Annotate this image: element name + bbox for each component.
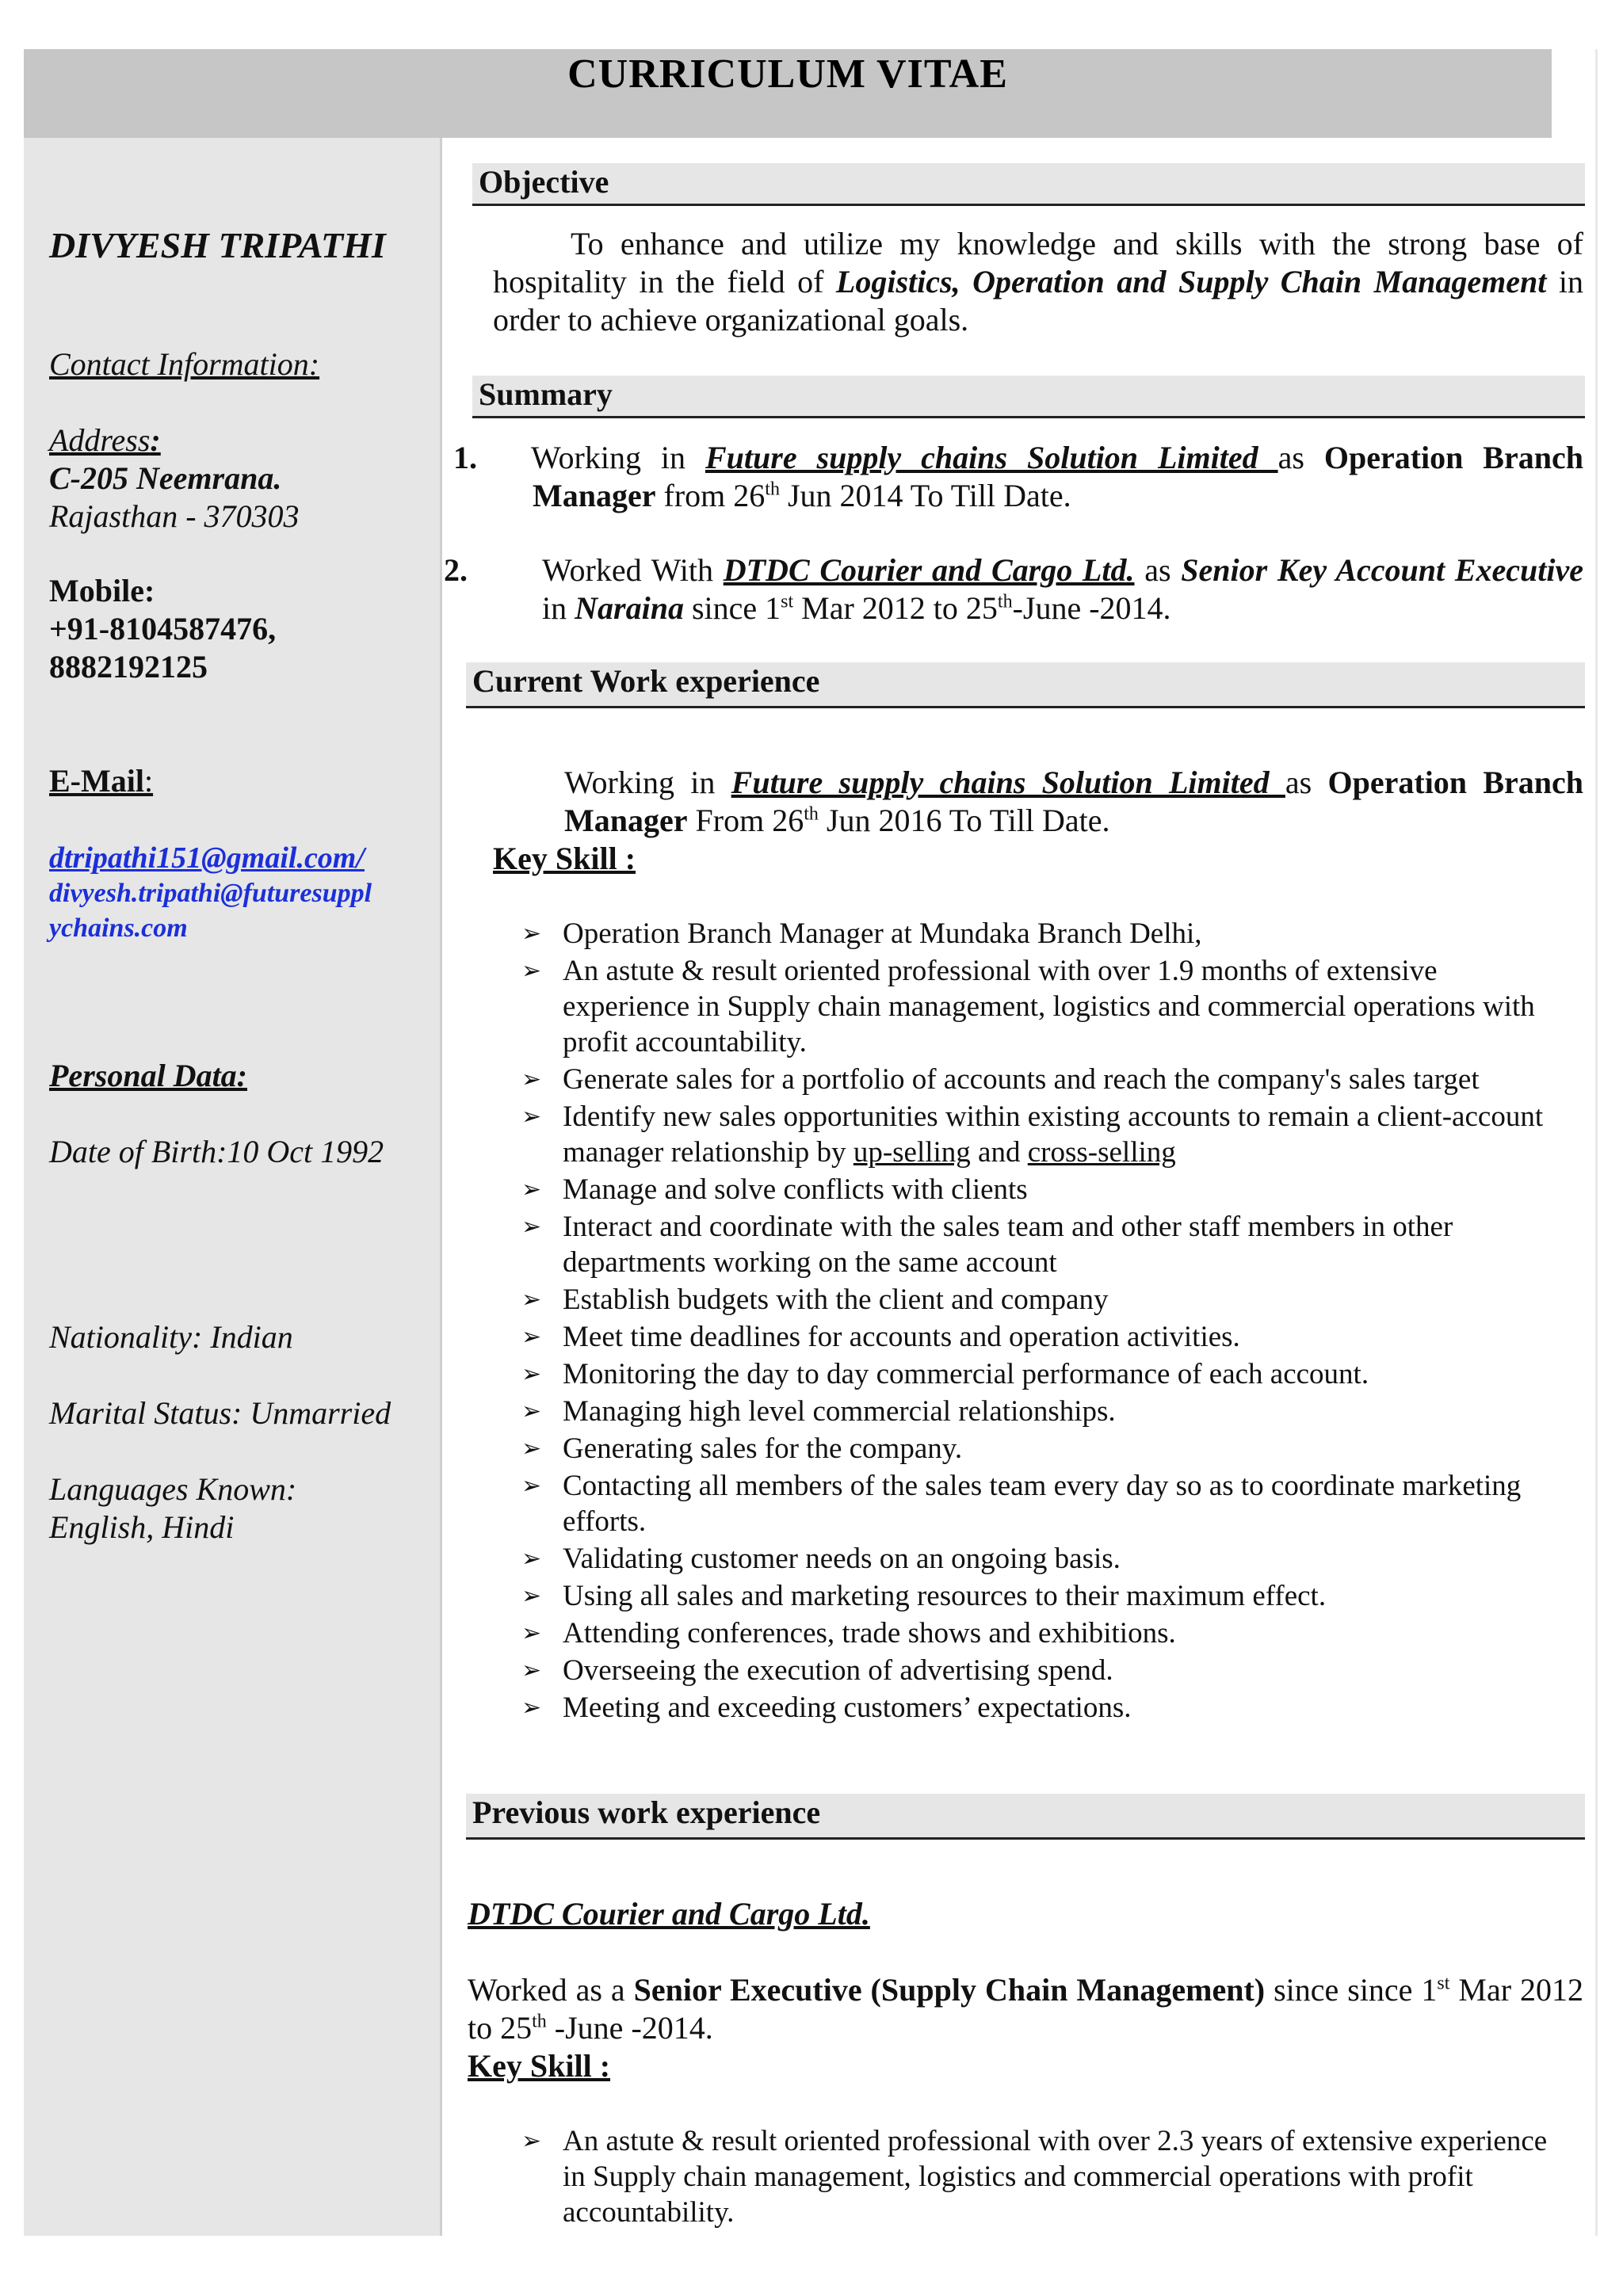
arrow-bullet-icon: ➢ xyxy=(521,1472,542,1500)
email-link-2[interactable]: divyesh.tripathi@futuresuppl xyxy=(49,879,372,908)
summary-item-2-e: Mar 2012 to 25 xyxy=(793,590,998,626)
previous-skills-list xyxy=(493,2123,1571,2232)
previous-work-c: Mar 2012 to 25 xyxy=(468,1972,1583,2046)
list-item xyxy=(493,1615,1571,1651)
summary-item-1-d: Jun 2014 To Till Date. xyxy=(779,478,1071,513)
summary-item-2-b: as xyxy=(1134,552,1182,588)
skill-text: Generating sales for the company. xyxy=(563,1432,963,1465)
title-bar xyxy=(24,49,1552,138)
skill-text: Interact and coordinate with the sales team and other staff members in other departments working on the same account xyxy=(563,1211,1453,1279)
current-work-d: Jun 2016 To Till Date. xyxy=(818,803,1110,838)
summary-item-2-sup2: th xyxy=(997,591,1013,612)
arrow-bullet-icon: ➢ xyxy=(521,1323,542,1351)
objective-text xyxy=(493,225,1583,339)
objective-text-c: in order to achieve organizational goals. xyxy=(493,264,1583,338)
address-label xyxy=(49,421,161,460)
list-item xyxy=(493,1062,1571,1097)
arrow-bullet-icon: ➢ xyxy=(521,1066,542,1093)
upselling-link[interactable]: up-selling xyxy=(853,1136,971,1169)
arrow-bullet-icon: ➢ xyxy=(521,957,542,985)
previous-work-heading: Previous work experience xyxy=(466,1794,1585,1840)
previous-work-d: -June -2014. xyxy=(546,2010,713,2046)
list-item xyxy=(493,1172,1571,1207)
previous-key-skill-heading: Key Skill : xyxy=(468,2048,611,2084)
arrow-bullet-icon: ➢ xyxy=(521,1694,542,1722)
skill-text: Meet time deadlines for accounts and operation activities. xyxy=(563,1321,1240,1353)
current-work-sup: th xyxy=(804,803,819,825)
arrow-bullet-icon: ➢ xyxy=(521,920,542,948)
summary-item-2-f: -June -2014. xyxy=(1012,590,1171,626)
email-1-text[interactable]: dtripathi151@gmail.com/ xyxy=(49,841,365,875)
previous-work-b: since since 1 xyxy=(1265,1972,1438,2008)
list-item xyxy=(493,1319,1571,1355)
skill-text: Manage and solve conflicts with clients xyxy=(563,1173,1028,1206)
address-line2: Rajasthan - 370303 xyxy=(49,498,300,534)
arrow-bullet-icon: ➢ xyxy=(521,1176,542,1203)
current-work-b: as xyxy=(1285,765,1328,800)
email-link-1[interactable] xyxy=(49,838,365,877)
mobile-label: Mobile: xyxy=(49,573,155,608)
email-label xyxy=(49,762,153,800)
address-colon: : xyxy=(150,422,161,458)
summary-item-1-a: Working in xyxy=(531,440,705,475)
candidate-name: DIVYESH TRIPATHI xyxy=(49,225,386,265)
address-label-text: Address xyxy=(49,422,151,458)
current-skills-list xyxy=(493,916,1571,1727)
list-item xyxy=(493,1394,1571,1429)
current-key-skill-heading: Key Skill : xyxy=(493,841,636,876)
summary-item-2-role: Senior Key Account Executive xyxy=(1181,552,1584,588)
mobile-line1: +91-8104587476, xyxy=(49,611,277,646)
skill-text: Identify new sales opportunities within existing accounts to remain a client-account manager relationship by xyxy=(563,1100,1544,1169)
skill-text-and: and xyxy=(970,1136,1028,1169)
list-item xyxy=(493,1099,1571,1170)
objective-text-a: To enhance and utilize my knowledge and skills with the strong base of hospitality in the field of xyxy=(493,226,1583,299)
arrow-bullet-icon: ➢ xyxy=(521,1435,542,1463)
skill-text: Operation Branch Manager at Mundaka Branch Delhi, xyxy=(563,917,1202,950)
previous-work-sup2: th xyxy=(532,2011,547,2032)
summary-item-1 xyxy=(453,439,1583,515)
languages-label: Languages Known: xyxy=(49,1471,297,1507)
skill-text: Managing high level commercial relationships. xyxy=(563,1395,1116,1428)
list-item xyxy=(493,1282,1571,1318)
list-item xyxy=(493,953,1571,1060)
objective-heading: Objective xyxy=(472,163,1585,206)
list-item xyxy=(493,1209,1571,1280)
skill-text: Generate sales for a portfolio of accounts and reach the company's sales target xyxy=(563,1063,1480,1096)
objective-focus: Logistics, Operation and Supply Chain Management xyxy=(835,264,1547,299)
skill-text: Establish budgets with the client and company xyxy=(563,1283,1109,1316)
arrow-bullet-icon: ➢ xyxy=(521,2127,542,2155)
current-work-company: Future supply chains Solution Limited xyxy=(731,765,1285,800)
summary-item-2-a: Worked With xyxy=(542,552,724,588)
right-border xyxy=(1595,49,1598,2236)
arrow-bullet-icon: ➢ xyxy=(521,1286,542,1314)
summary-item-1-b: as xyxy=(1277,440,1324,475)
current-work-role: Operation Branch Manager xyxy=(564,765,1583,838)
arrow-bullet-icon: ➢ xyxy=(521,1213,542,1241)
email-colon: : xyxy=(143,763,154,799)
email-label-text: E-Mail xyxy=(49,763,144,799)
summary-item-2-c: in xyxy=(542,590,575,626)
current-work-text xyxy=(564,764,1583,840)
crossselling-link[interactable]: cross-selling xyxy=(1027,1136,1176,1169)
summary-item-2-company: DTDC Courier and Cargo Ltd. xyxy=(723,552,1135,588)
summary-item-1-sup: th xyxy=(765,479,780,500)
list-item xyxy=(493,1356,1571,1392)
summary-item-2-place: Naraina xyxy=(575,590,684,626)
summary-item-2-num: 2. xyxy=(444,552,468,588)
list-item xyxy=(493,1578,1571,1614)
previous-work-text xyxy=(468,1971,1583,2047)
current-work-heading: Current Work experience xyxy=(466,662,1585,708)
list-item xyxy=(493,1468,1571,1539)
arrow-bullet-icon: ➢ xyxy=(521,1545,542,1573)
summary-heading: Summary xyxy=(472,376,1585,418)
arrow-bullet-icon: ➢ xyxy=(521,1103,542,1131)
skill-text: Attending conferences, trade shows and exhibitions. xyxy=(563,1617,1176,1650)
personal-heading: Personal Data: xyxy=(49,1058,247,1093)
summary-item-2-d: since 1 xyxy=(683,590,781,626)
skill-text: Meeting and exceeding customers’ expectations. xyxy=(563,1691,1132,1724)
skill-text: Using all sales and marketing resources to their maximum effect. xyxy=(563,1580,1327,1612)
summary-item-1-num: 1. xyxy=(453,440,477,475)
page-title: CURRICULUM VITAE xyxy=(567,51,1008,97)
list-item xyxy=(493,1653,1571,1688)
skill-text: Overseeing the execution of advertising spend. xyxy=(563,1654,1113,1687)
previous-work-a: Worked as a xyxy=(468,1972,634,2008)
arrow-bullet-icon: ➢ xyxy=(521,1582,542,1610)
summary-item-1-c: from 26 xyxy=(655,478,766,513)
previous-work-sup1: st xyxy=(1437,1973,1450,1994)
contact-heading: Contact Information: xyxy=(49,346,320,382)
skill-text: An astute & result oriented professional with over 1.9 months of extensive experience in Supply chain management, logistics and commercial operations with profit accountability. xyxy=(563,955,1535,1058)
list-item xyxy=(493,1690,1571,1726)
arrow-bullet-icon: ➢ xyxy=(521,1657,542,1684)
previous-work-role: Senior Executive (Supply Chain Management) xyxy=(633,1972,1266,2008)
languages: English, Hindi xyxy=(49,1509,235,1545)
skill-text: Validating customer needs on an ongoing basis. xyxy=(563,1543,1121,1575)
arrow-bullet-icon: ➢ xyxy=(521,1360,542,1388)
arrow-bullet-icon: ➢ xyxy=(521,1619,542,1647)
skill-text: Contacting all members of the sales team every day so as to coordinate marketing efforts. xyxy=(563,1470,1522,1538)
email-link-2-cont[interactable]: ychains.com xyxy=(49,913,188,943)
current-work-a: Working in xyxy=(564,765,731,800)
list-item xyxy=(493,2123,1571,2230)
skill-text: An astute & result oriented professional with over 2.3 years of extensive experience in Supply chain management, logistics and commercial operations with profit accountability. xyxy=(563,2125,1548,2229)
summary-item-2-sup1: st xyxy=(781,591,794,612)
marital-status: Marital Status: Unmarried xyxy=(49,1395,391,1431)
arrow-bullet-icon: ➢ xyxy=(521,1398,542,1425)
date-of-birth: Date of Birth:10 Oct 1992 xyxy=(49,1134,384,1169)
list-item xyxy=(493,1431,1571,1466)
current-work-c: From 26 xyxy=(687,803,804,838)
mobile-line2: 8882192125 xyxy=(49,649,208,685)
summary-item-1-role: Operation Branch Manager xyxy=(533,440,1583,513)
list-item xyxy=(493,916,1571,952)
summary-item-2 xyxy=(444,551,1584,627)
skill-text: Monitoring the day to day commercial performance of each account. xyxy=(563,1358,1369,1390)
list-item xyxy=(493,1541,1571,1577)
summary-item-1-company: Future supply chains Solution Limited xyxy=(705,440,1278,475)
previous-company: DTDC Courier and Cargo Ltd. xyxy=(468,1896,870,1932)
address-line1: C-205 Neemrana. xyxy=(49,460,282,496)
nationality: Nationality: Indian xyxy=(49,1319,293,1355)
